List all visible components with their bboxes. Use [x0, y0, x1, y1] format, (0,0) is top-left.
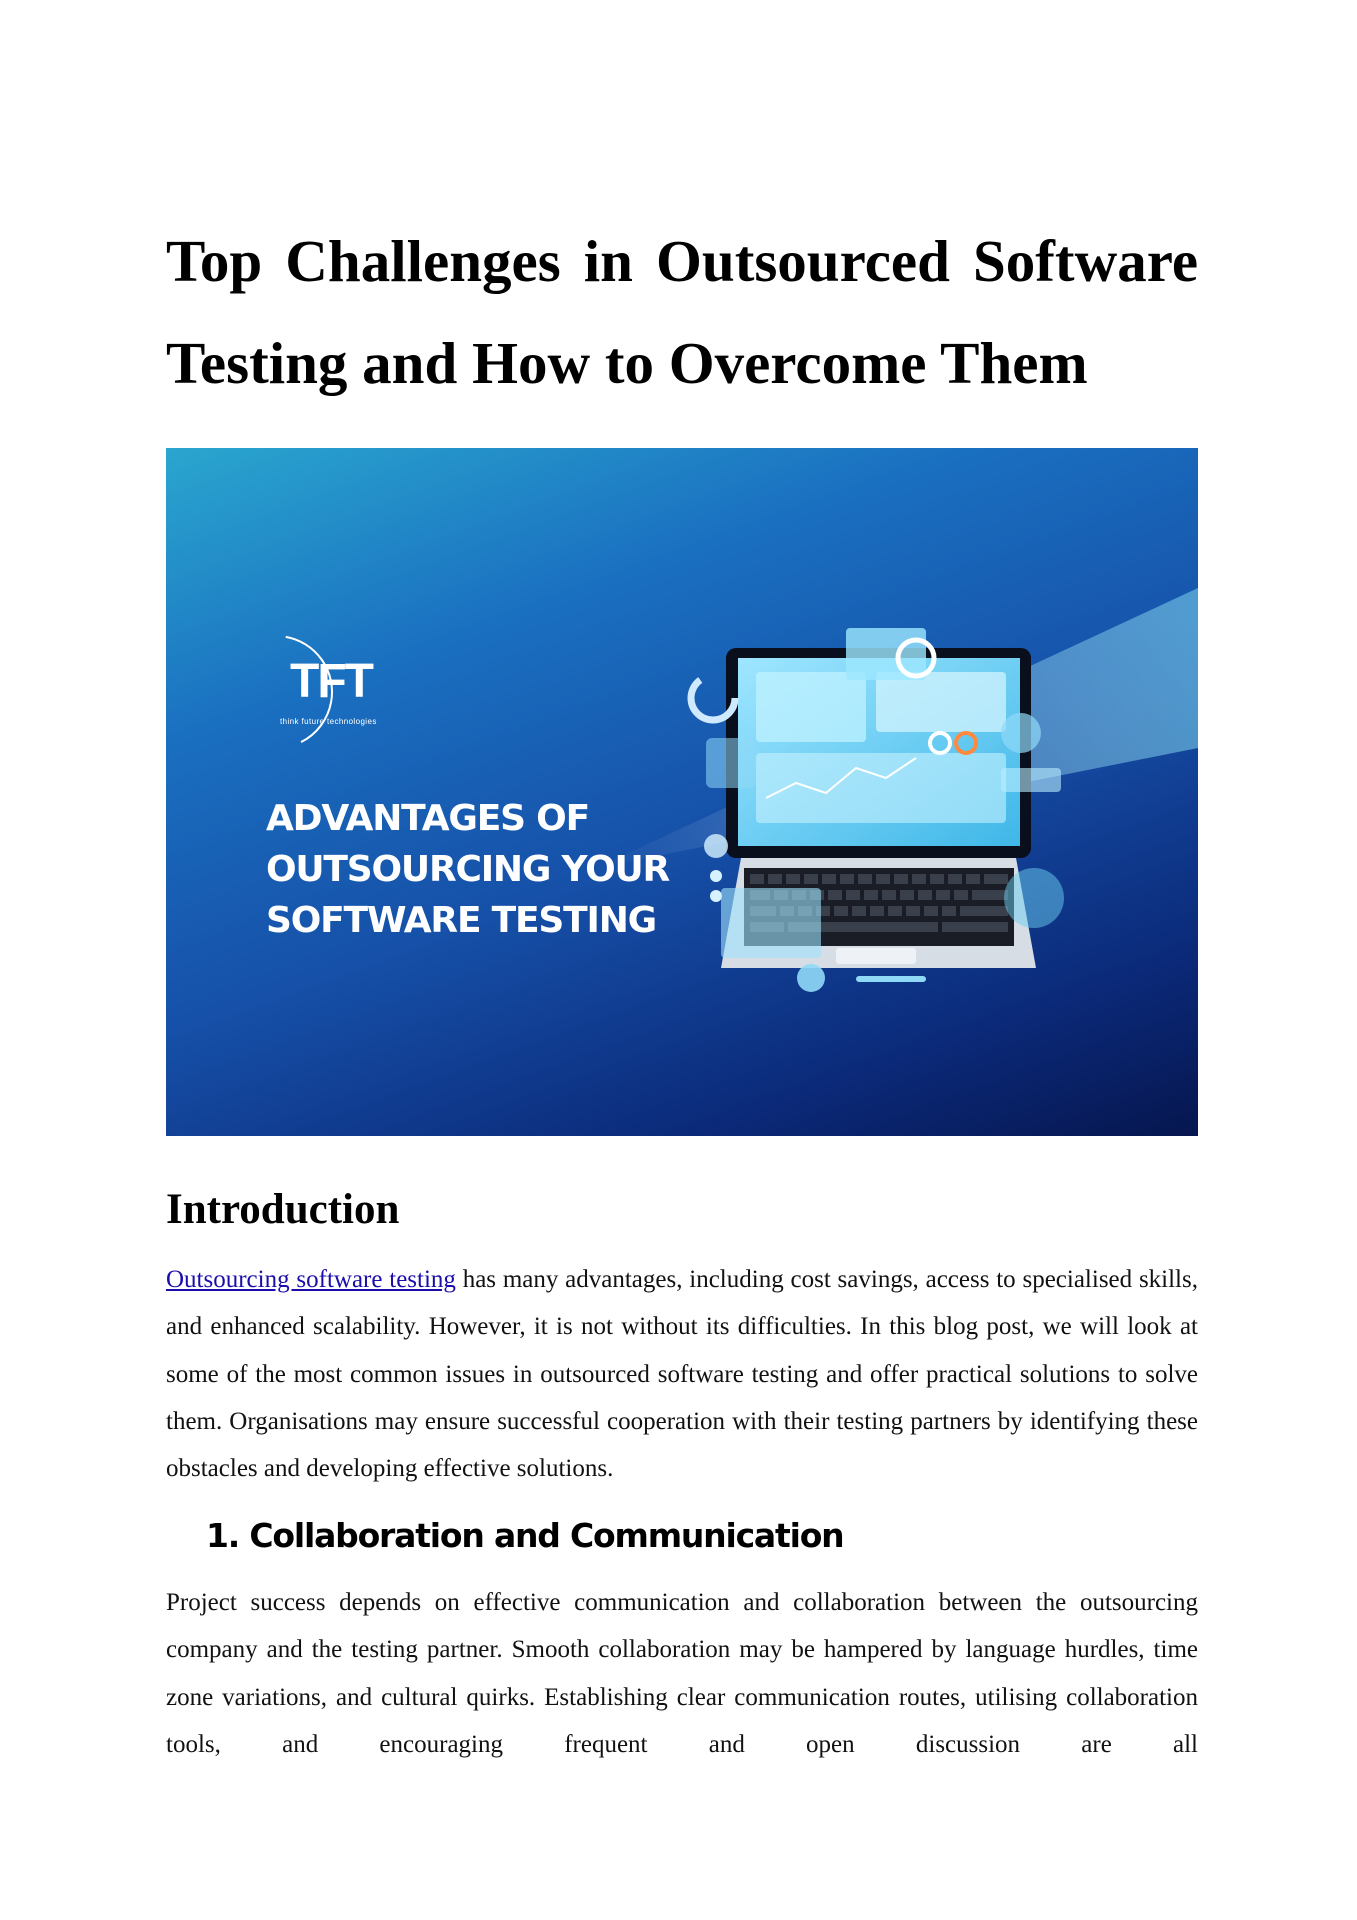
- hero-headline: [266, 793, 706, 946]
- introduction-heading: Introduction: [166, 1186, 400, 1233]
- introduction-body-text: has many advantages, including cost savings, access to specialised skills, and enhanced scalability. However, it is not without its difficulties. In this blog post, we will look at some of the most common issues in outsourced software testing and offer practical solutions to solve them. Organisations may ensure successful cooperation with their testing partners by identifying these obstacles and developing effective solutions.: [166, 1266, 1198, 1483]
- article-title: [166, 210, 1198, 414]
- hero-banner-image: [166, 448, 1198, 1136]
- section-1-paragraph: Project success depends on effective communication and collaboration between the outsourcing company and the testing partner. Smooth collaboration may be hampered by language hurdles, time zone variations, and cultural quirks. Establishing clear communication routes, utilising collaboration tools, and encouraging frequent and open discussion are all: [166, 1589, 1198, 1758]
- introduction-paragraph: [166, 1256, 1198, 1492]
- laptop-dashboard-icon: [691, 628, 1064, 992]
- article-title-line-2: Testing and How to Overcome Them: [166, 330, 1088, 396]
- hero-headline-line-1: ADVANTAGES OF: [266, 798, 589, 839]
- hero-background-graphic: [166, 448, 1198, 1136]
- hero-headline-line-3: SOFTWARE TESTING: [266, 900, 656, 941]
- hero-headline-line-2: OUTSOURCING YOUR: [266, 849, 670, 890]
- article-title-line-1: Top Challenges in Outsourced Software: [166, 228, 1198, 294]
- section-1-heading: 1. Collaboration and Communication: [206, 1516, 844, 1555]
- outsourcing-software-testing-link[interactable]: Outsourcing software testing: [166, 1266, 456, 1293]
- tft-logo: TFT: [290, 655, 372, 708]
- tft-logo-tagline: think future technologies: [280, 717, 377, 726]
